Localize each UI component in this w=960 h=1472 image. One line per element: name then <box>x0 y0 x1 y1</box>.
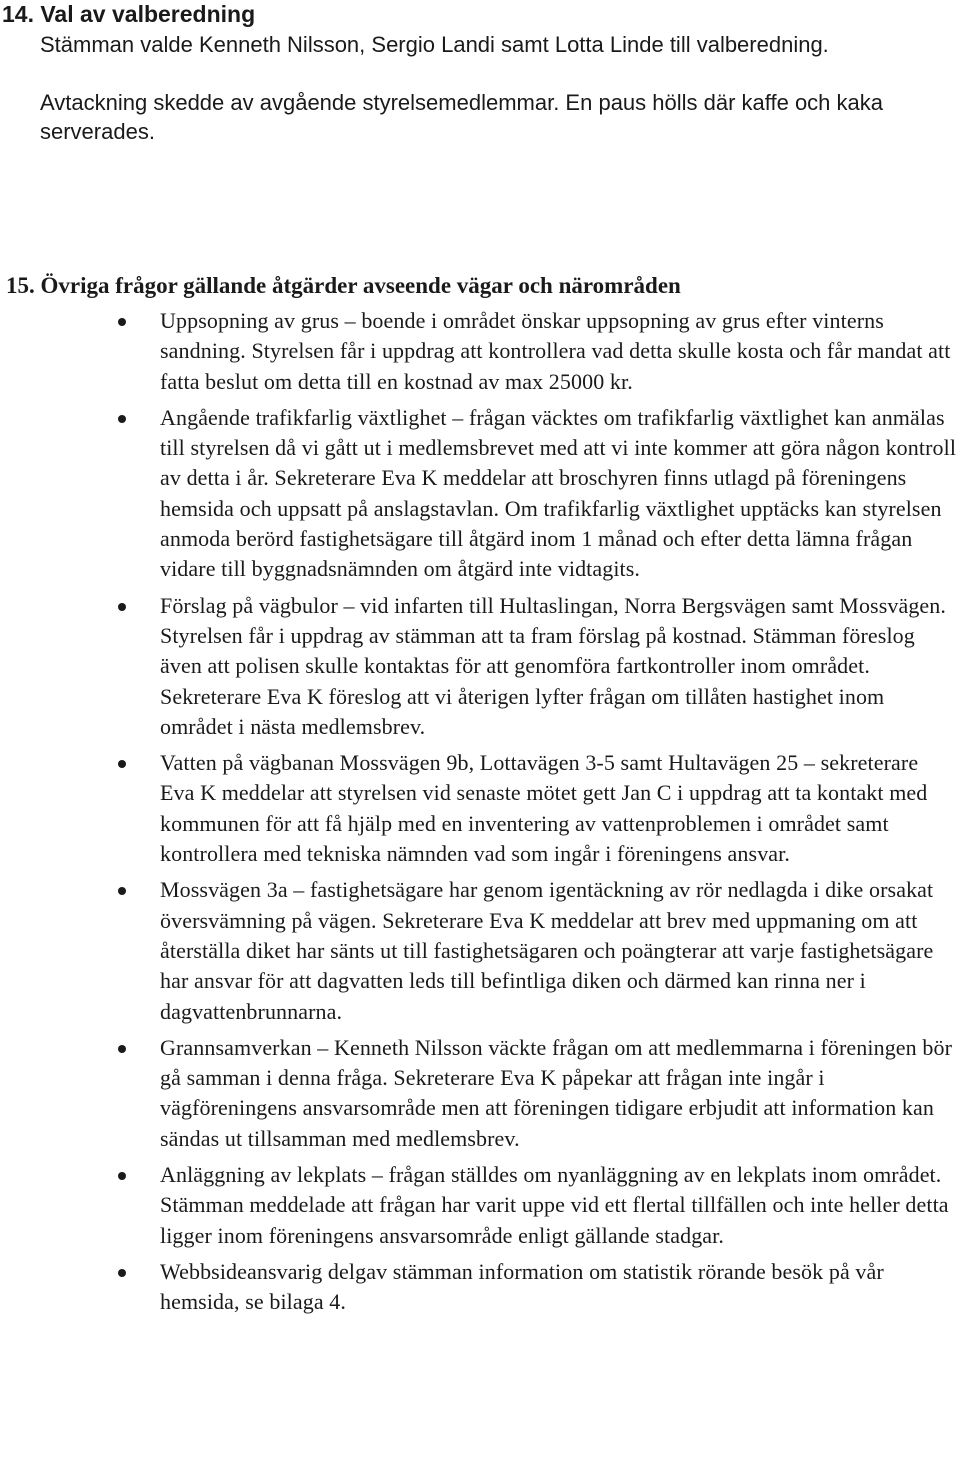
section-15-heading: 15. Övriga frågor gällande åtgärder avseende vägar och närområden <box>6 273 681 298</box>
list-item <box>0 1033 960 1154</box>
list-item-text: Webbsideansvarig delgav stämman information om statistik rörande besök på vår hemsida, se bilaga 4. <box>160 1258 884 1315</box>
list-item <box>0 875 960 1026</box>
list-item <box>0 1160 960 1251</box>
section-14-heading: 14. Val av valberedning <box>2 1 256 27</box>
bullet-icon <box>118 887 126 895</box>
bullet-icon <box>118 1045 126 1053</box>
list-item <box>0 306 960 397</box>
section-14-paragraph: Stämman valde Kenneth Nilsson, Sergio Landi samt Lotta Linde till valberedning. <box>40 32 829 57</box>
list-item-text: Angående trafikfarlig växtlighet – frågan väcktes om trafikfarlig växtlighet kan anmälas till styrelsen då vi gått ut i medlemsbrevet med att vi inte kommer att göra någon kontroll av detta i år. Sekreterare Eva K meddelar att broschyren finns utlagd på föreningens hemsida och uppsatt på anslagstavlan. Om trafikfarlig växtlighet upptäcks kan styrelsen anmoda berörd fastighetsägare till åtgärd inom 1 månad och efter detta lämna frågan vidare till byggnadsnämnden om åtgärd inte vidtagits. <box>160 404 957 582</box>
bullet-icon <box>118 760 126 768</box>
list-item-text: Grannsamverkan – Kenneth Nilsson väckte frågan om att medlemmarna i föreningen bör gå samman i denna fråga. Sekreterare Eva K påpekar att frågan inte ingår i vägföreningens ansvarsområde men att föreningen tidigare erbjudit att information kan sändas ut tillsamman med medlemsbrev. <box>160 1034 952 1151</box>
section-14 <box>0 0 960 146</box>
list-item <box>0 748 960 869</box>
list-item-text: Anläggning av lekplats – frågan ställdes om nyanläggning av en lekplats inom området. Stämman meddelade att frågan har varit uppe vid ett flertal tillfällen och inte heller detta ligger inom föreningens ansvarsområde enligt gällande stadgar. <box>160 1162 949 1248</box>
list-item <box>0 1257 960 1318</box>
list-item-text: Uppsopning av grus – boende i området önskar uppsopning av grus efter vinterns sandning. Styrelsen får i uppdrag att kontrollera vad detta skulle kosta och får mandat att fatta beslut om detta till en kostnad av max 25000 kr. <box>160 308 951 394</box>
list-item <box>0 403 960 585</box>
list-item <box>0 591 960 742</box>
bullet-list <box>0 306 960 1318</box>
bullet-icon <box>118 415 126 423</box>
list-item-text: Vatten på vägbanan Mossvägen 9b, Lottavägen 3-5 samt Hultavägen 25 – sekreterare Eva K meddelar att styrelsen vid senaste mötet gett Jan C i uppdrag att ta kontakt med kommunen för att få hjälp med en inventering av vattenproblemen i området samt kontrollera med tekniska nämnden vad som ingår i föreningens ansvar. <box>160 750 928 867</box>
bullet-icon <box>118 318 126 326</box>
section-15 <box>0 270 960 1324</box>
bullet-icon <box>118 1172 126 1180</box>
list-item-text: Förslag på vägbulor – vid infarten till Hultaslingan, Norra Bergsvägen samt Mossvägen. Styrelsen får i uppdrag av stämman att ta fram förslag på kostnad. Stämman föreslog även att polisen skulle kontaktas för att genomföra fartkontroller inom området. Sekreterare Eva K föreslog att vi återigen lyfter frågan om tillåten hastighet inom området i nästa medlemsbrev. <box>160 592 946 739</box>
bullet-icon <box>118 603 126 611</box>
bullet-icon <box>118 1269 126 1277</box>
section-14-paragraph: Avtackning skedde av avgående styrelsemedlemmar. En paus hölls där kaffe och kaka serverades. <box>40 90 884 144</box>
list-item-text: Mossvägen 3a – fastighetsägare har genom igentäckning av rör nedlagda i dike orsakat översvämning på vägen. Sekreterare Eva K meddelar att brev med uppmaning om att återställa diket har sänts ut till fastighetsägaren och poängterar att varje fastighetsägare har ansvar för att dagvatten leds till befintliga diken och därmed kan rinna ner i dagvattenbrunnarna. <box>160 877 934 1024</box>
